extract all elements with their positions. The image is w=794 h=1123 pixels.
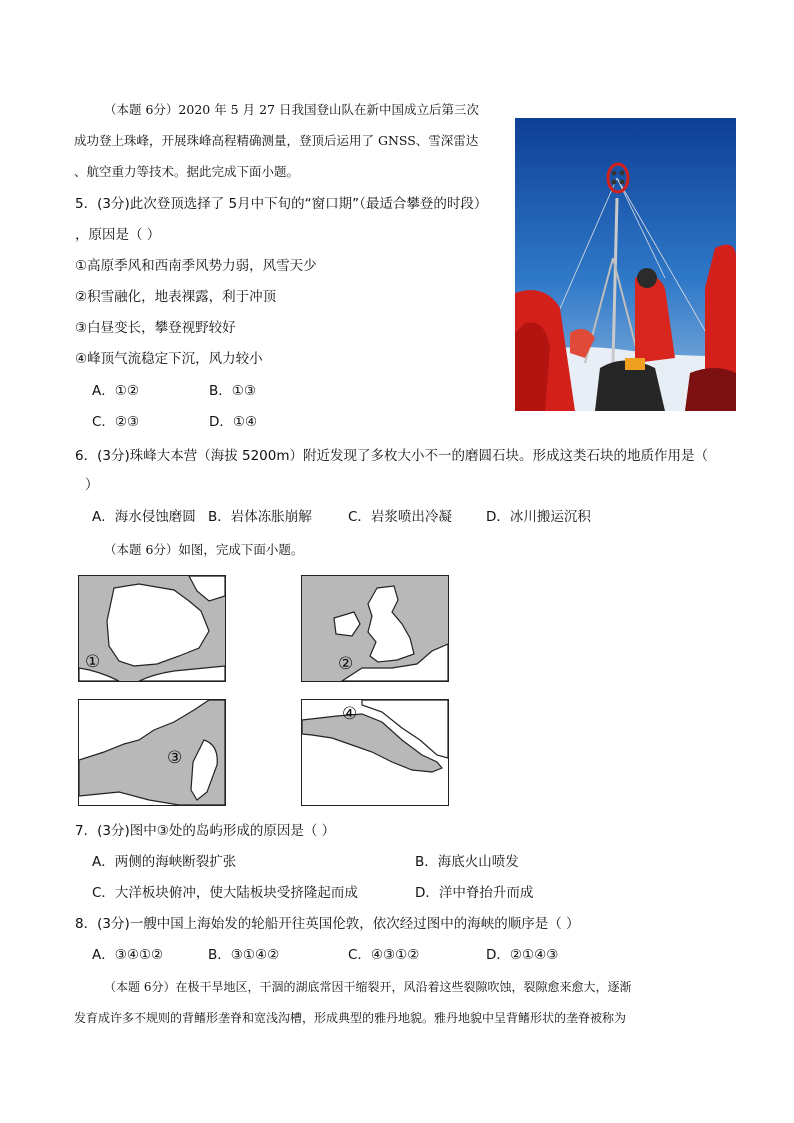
q7-option-a[interactable]: A．两侧的海峡断裂扩张 xyxy=(92,854,237,870)
intro3-line1: （本题 6分）在极干旱地区，干涸的湖底常因干缩裂开，风沿着这些裂隙吹蚀，裂隙愈来愈大，逐渐 xyxy=(104,980,632,994)
q7-option-d[interactable]: D．洋中脊抬升而成 xyxy=(415,885,534,901)
intro1-line3: 、航空重力等技术。据此完成下面小题。 xyxy=(74,164,300,179)
q8-option-c[interactable]: C．④③①② xyxy=(348,947,420,963)
q6-option-c[interactable]: C．岩浆喷出冷凝 xyxy=(348,509,452,525)
strait-label-4: ④ xyxy=(342,704,358,724)
intro1-line1: （本题 6分）2020 年 5 月 27 日我国登山队在新中国成立后第三次 xyxy=(104,102,479,117)
q5-option-a[interactable]: A．①② xyxy=(92,383,139,399)
q5-item-1: ①高原季风和西南季风势力弱，风雪天少 xyxy=(75,258,317,274)
q8-stem: 8．(3分)一艘中国上海始发的轮船开往英国伦敦，依次经过图中的海峡的顺序是（ ） xyxy=(75,916,580,932)
strait-label-3: ③ xyxy=(167,748,183,768)
strait-map-4 xyxy=(301,699,449,806)
q7-option-b[interactable]: B．海底火山喷发 xyxy=(415,854,519,870)
q5-option-d[interactable]: D．①④ xyxy=(209,414,258,430)
intro1-line2: 成功登上珠峰，开展珠峰高程精确测量，登顶后运用了 GNSS、雪深雷达 xyxy=(74,133,479,148)
strait-map-2 xyxy=(301,575,449,682)
q7-option-c[interactable]: C．大洋板块俯冲，使大陆板块受挤隆起而成 xyxy=(92,885,358,901)
q5-item-3: ③白昼变长，攀登视野较好 xyxy=(75,320,236,336)
strait-map-1 xyxy=(78,575,226,682)
strait-label-1: ① xyxy=(85,652,101,672)
q5-item-4: ④峰顶气流稳定下沉，风力较小 xyxy=(75,351,263,367)
q6-stem-line2: ） xyxy=(85,477,99,493)
intro3-line2: 发育成许多不规则的背鳍形垄脊和宽浅沟槽，形成典型的雅丹地貌。雅丹地貌中呈背鳍形状的垄脊被称为 xyxy=(74,1011,627,1025)
q8-option-d[interactable]: D．②①④③ xyxy=(486,947,559,963)
q8-option-a[interactable]: A．③④①② xyxy=(92,947,164,963)
q6-option-b[interactable]: B．岩体冻胀崩解 xyxy=(208,509,312,525)
intro2-text: （本题 6分）如图，完成下面小题。 xyxy=(104,542,304,557)
q8-option-b[interactable]: B．③①④② xyxy=(208,947,280,963)
strait-map-3 xyxy=(78,699,226,806)
q7-stem: 7．(3分)图中③处的岛屿形成的原因是（ ） xyxy=(75,823,336,839)
q5-stem-line1: 5．(3分)此次登顶选择了 5月中下旬的“窗口期”（最适合攀登的时段） xyxy=(75,196,488,212)
q5-option-c[interactable]: C．②③ xyxy=(92,414,140,430)
q6-stem-line1: 6．(3分)珠峰大本营（海拔 5200m）附近发现了多枚大小不一的磨圆石块。形成这类石块的地质作用是（ xyxy=(75,448,709,464)
q6-option-d[interactable]: D．冰川搬运沉积 xyxy=(486,509,591,525)
q5-option-b[interactable]: B．①③ xyxy=(209,383,256,399)
q5-stem-line2: ，原因是（ ） xyxy=(75,227,161,243)
q5-item-2: ②积雪融化，地表裸露，利于冲顶 xyxy=(75,289,277,305)
strait-label-2: ② xyxy=(338,654,354,674)
q6-option-a[interactable]: A．海水侵蚀磨圆 xyxy=(92,509,196,525)
summit-survey-photo xyxy=(515,118,736,411)
